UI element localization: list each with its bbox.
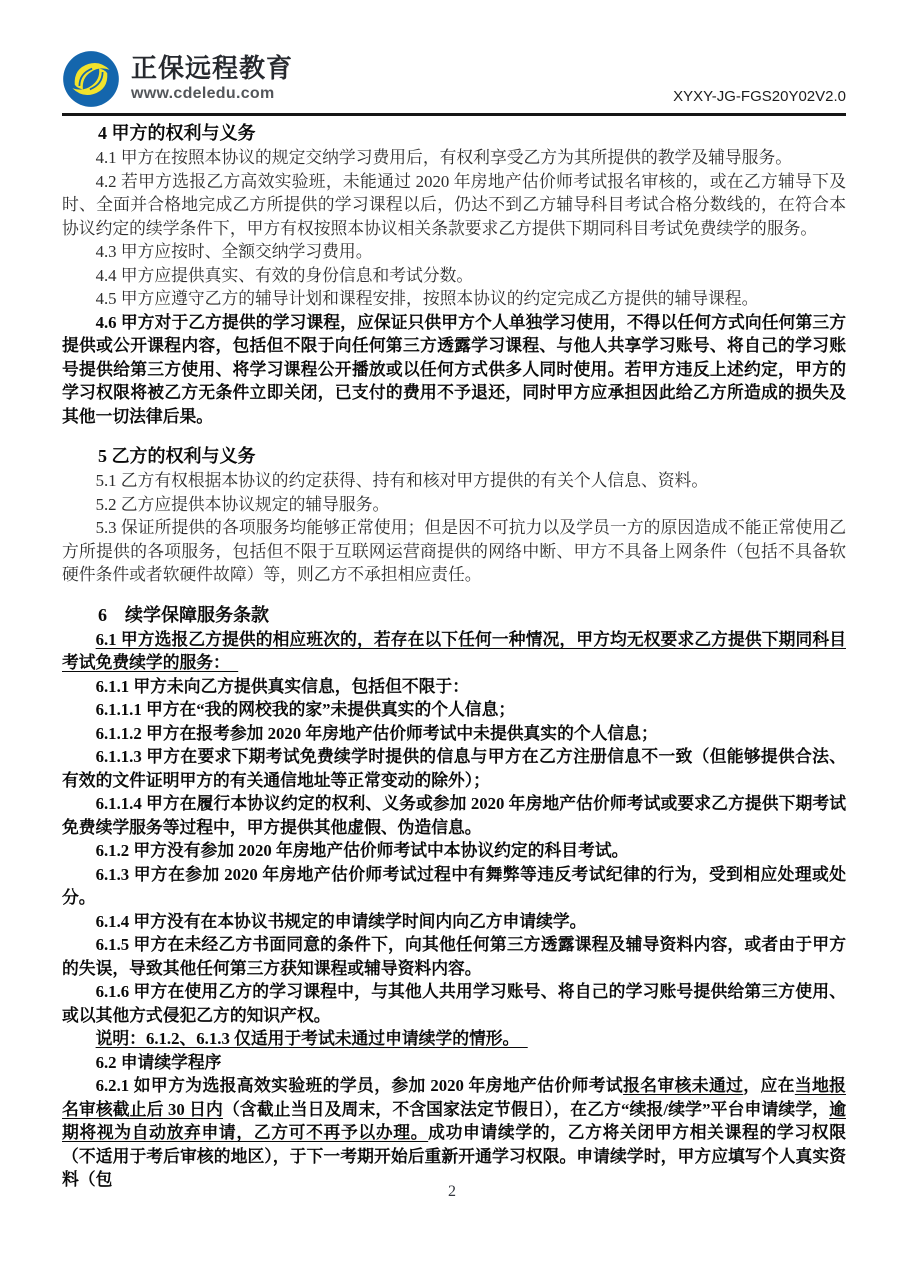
clause-6-1-1-4 [62,792,846,839]
clause-6-1-6 [62,980,846,1027]
brand-logo [62,50,293,108]
text-run: 4.3 甲方应按时、全额交纳学习费用。 [95,242,373,261]
doc-code: XYXY-JG-FGS20Y02V2.0 [673,88,846,105]
text-run: 5 乙方的权利与义务 [98,446,256,466]
text-run: 当地报名审核截止后 30 日内 [62,1076,846,1119]
brand-text-group [131,54,293,103]
document-body [62,120,846,1192]
brand-swirl-icon [62,50,120,108]
clause-6-1-1-2 [62,722,846,746]
clause-6-1-1-3 [62,745,846,792]
text-run: 6.1.1.1 甲方在“我的网校我的家”未提供真实的个人信息； [95,700,516,719]
clause-6-1-4 [62,910,846,934]
brand-url: www.cdeledu.com [131,85,275,103]
text-run: 6.1.5 甲方在未经乙方书面同意的条件下，向其他任何第三方透露课程及辅导资料内容，或者由于甲方的失误，导致其他任何第三方获知课程或辅导资料内容。 [62,935,846,978]
header-divider [62,113,846,116]
clause-6-2 [62,1051,846,1075]
clause-5-2 [62,493,846,517]
text-run: 逾期将视为自动放弃申请，乙方可不再予以办理。 [62,1099,846,1142]
text-run: 6.1.2 甲方没有参加 2020 年房地产估价师考试中本协议约定的科目考试。 [95,841,629,860]
brand-name: 正保远程教育 [131,53,294,84]
clause-6-1-1 [62,675,846,699]
document-header [62,0,846,113]
text-run: 6.1.1.2 甲方在报考参加 2020 年房地产估价师考试中未提供真实的个人信息； [95,723,658,743]
clause-5-1 [62,469,846,493]
text-run: 4.1 甲方在按照本协议的规定交纳学习费用后，有权利享受乙方为其所提供的教学及辅导服务。 [95,148,793,167]
text-run: 6 续学保障服务条款 [98,604,269,625]
text-run: ，应在 [743,1076,795,1095]
text-run: （含截止当日及周末，不含国家法定节假日），在乙方“续报/续学”平台申请续学， [222,1099,830,1119]
text-run: 4.4 甲方应提供真实、有效的身份信息和考试分数。 [95,265,474,285]
page-number: 2 [448,1183,456,1200]
text-run: 5.2 乙方应提供本协议规定的辅导服务。 [95,494,390,514]
text-run: 5.3 保证所提供的各项服务均能够正常使用；但是因不可抗力以及学员一方的原因造成不能正常使用乙方所提供的各项服务，包括但不限于互联网运营商提供的网络中断、甲方不具备上网条件（包括不具备软硬件条件或者软硬件故障）等，则乙方不承担相应责任。 [62,518,846,584]
text-run: 成功申请续学的，乙方将关闭甲方相关课程的学习权限（不适用于考后审核的地区），于下一考期开始后重新开通学习权限。申请续学时，甲方应填写个人真实资料（包 [62,1123,846,1189]
clause-6-2-1 [62,1074,846,1192]
text-run: 6.1.1.3 甲方在要求下期考试免费续学时提供的信息与甲方在乙方注册信息不一致（但能够提供合法、有效的文件证明甲方的有关通信地址等正常变动的除外）； [62,747,846,790]
text-run: 6.2.1 如甲方为选报高效实验班的学员，参加 2020 年房地产估价师考试 [95,1076,624,1095]
clause-6-1-5 [62,933,846,980]
text-run: 说明：6.1.2、6.1.3 仅适用于考试未通过申请续学的情形。 [95,1029,528,1048]
text-run: 5.1 乙方有权根据本协议的约定获得、持有和核对甲方提供的有关个人信息、资料。 [95,471,709,490]
clause-4-3 [62,240,846,264]
text-run: 6.1.3 甲方在参加 2020 年房地产估价师考试过程中有舞弊等违反考试纪律的行为，受到相应处理或处分。 [62,864,846,907]
text-run: 6.1.4 甲方没有在本协议书规定的申请续学时间内向乙方申请续学。 [95,911,587,931]
clause-4-4 [62,264,846,288]
text-run: 4.6 甲方对于乙方提供的学习课程，应保证只供甲方个人单独学习使用，不得以任何方式向任何第三方提供或公开课程内容，包括但不限于向任何第三方透露学习课程、与他人共享学习账号、将自己的学习账号提供给第三方使用、将学习课程公开播放或以任何方式供多人同时使用。若甲方违反上述约定，甲方的学习权限将被乙方无条件立即关闭，已支付的费用不予退还，同时甲方应承担因此给乙方所造成的损失及其他一切法律后果。 [62,312,846,426]
section-6-heading [62,602,846,628]
text-run: 6.1.6 甲方在使用乙方的学习课程中，与其他人共用学习账号、将自己的学习账号提供给第三方使用、或以其他方式侵犯乙方的知识产权。 [62,982,846,1025]
text-run: 4.2 若甲方选报乙方高效实验班，未能通过 2020 年房地产估价师考试报名审核的，或在乙方辅导下及时、全面并合格地完成乙方所提供的学习课程以后，仍达不到乙方辅导科目考试合格分数线的，在符合本协议约定的续学条件下，甲方有权按照本协议相关条款要求乙方提供下期同科目考试免费续学的服务。 [62,171,846,238]
section-4-heading [62,120,846,146]
text-run: 6.1 甲方选报乙方提供的相应班次的，若存在以下任何一种情况，甲方均无权要求乙方提供下期同科目考试免费续学的服务： [62,629,846,672]
clause-6-1-3 [62,863,846,910]
clause-4-6 [62,311,846,429]
clause-4-1 [62,146,846,170]
text-run: 报名审核未通过 [623,1076,744,1095]
text-run: 6.1.1.4 甲方在履行本协议约定的权利、义务或参加 2020 年房地产估价师考试或要求乙方提供下期考试免费续学服务等过程中，甲方提供其他虚假、伪造信息。 [62,794,846,837]
clause-4-5 [62,287,846,311]
clause-6-1-note [62,1027,846,1051]
clause-6-1 [62,628,846,675]
section-5-heading [62,443,846,469]
text-run: 6.2 申请续学程序 [95,1052,222,1072]
clause-5-3 [62,516,846,587]
text-run: 4 甲方的权利与义务 [98,123,256,143]
clause-4-2 [62,170,846,241]
text-run: 6.1.1 甲方未向乙方提供真实信息，包括但不限于： [95,676,469,696]
text-run: 4.5 甲方应遵守乙方的辅导计划和课程安排，按照本协议的约定完成乙方提供的辅导课程。 [95,289,759,308]
clause-6-1-1-1 [62,698,846,722]
clause-6-1-2 [62,839,846,863]
